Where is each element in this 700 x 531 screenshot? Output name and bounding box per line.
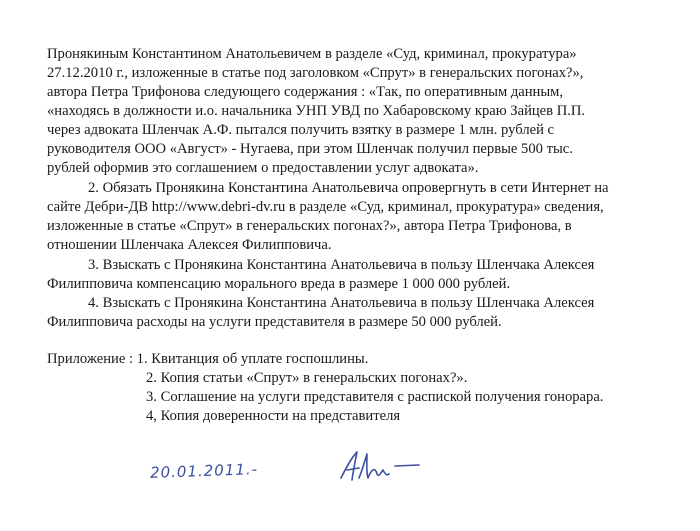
text-line: Филипповича компенсацию морального вреда в размере 1 000 000 рублей. (47, 276, 511, 292)
text-line: руководителя ООО «Август» - Нугаева, при этом Шленчак получил первые 500 тыс. (47, 141, 573, 157)
attachment-item: 3. Соглашение на услуги представителя с распиской получения гонорара. (146, 389, 604, 405)
text-line: отношении Шленчака Алексея Филипповича. (47, 237, 332, 253)
handwritten-date: 20.01.2011.- (149, 460, 259, 482)
text-line: изложенные в статье «Спрут» в генеральских погонах?», автора Петра Трифонова, в (47, 218, 572, 234)
paragraph-3-line: 3. Взыскать с Пронякина Константина Анатольевича в пользу Шленчака Алексея (88, 257, 595, 273)
attachments-label: Приложение : 1. Квитанция об уплате госпошлины. (47, 351, 369, 367)
text-line: сайте Дебри-ДВ http://www.debri-dv.ru в разделе «Суд, криминал, прокуратура» сведения, (47, 199, 604, 215)
text-line: 27.12.2010 г., изложенные в статье под заголовком «Спрут» в генеральских погонах?», (47, 65, 584, 81)
text-line: автора Петра Трифонова следующего содержания : «Так, по оперативным данным, (47, 84, 564, 100)
text-line: через адвоката Шленчак А.Ф. пытался получить взятку в размере 1 млн. рублей с (47, 122, 555, 138)
attachment-item: 2. Копия статьи «Спрут» в генеральских погонах?». (146, 370, 468, 386)
paragraph-4-line: 4. Взыскать с Пронякина Константина Анатольевича в пользу Шленчака Алексея (88, 295, 595, 311)
text-line: Филипповича расходы на услуги представителя в размере 50 000 рублей. (47, 314, 502, 330)
paragraph-2-line: 2. Обязать Пронякина Константина Анатольевича опровергнуть в сети Интернет на (88, 180, 609, 196)
signature-mark (335, 448, 425, 484)
text-line: Пронякиным Константином Анатольевичем в разделе «Суд, криминал, прокуратура» (47, 46, 577, 62)
text-line: рублей оформив это соглашением о предоставлении услуг адвоката». (47, 160, 479, 176)
text-line: «находясь в должности и.о. начальника УНП УВД по Хабаровскому краю Зайцев П.П. (47, 103, 586, 119)
attachment-item: 4, Копия доверенности на представителя (146, 408, 401, 424)
